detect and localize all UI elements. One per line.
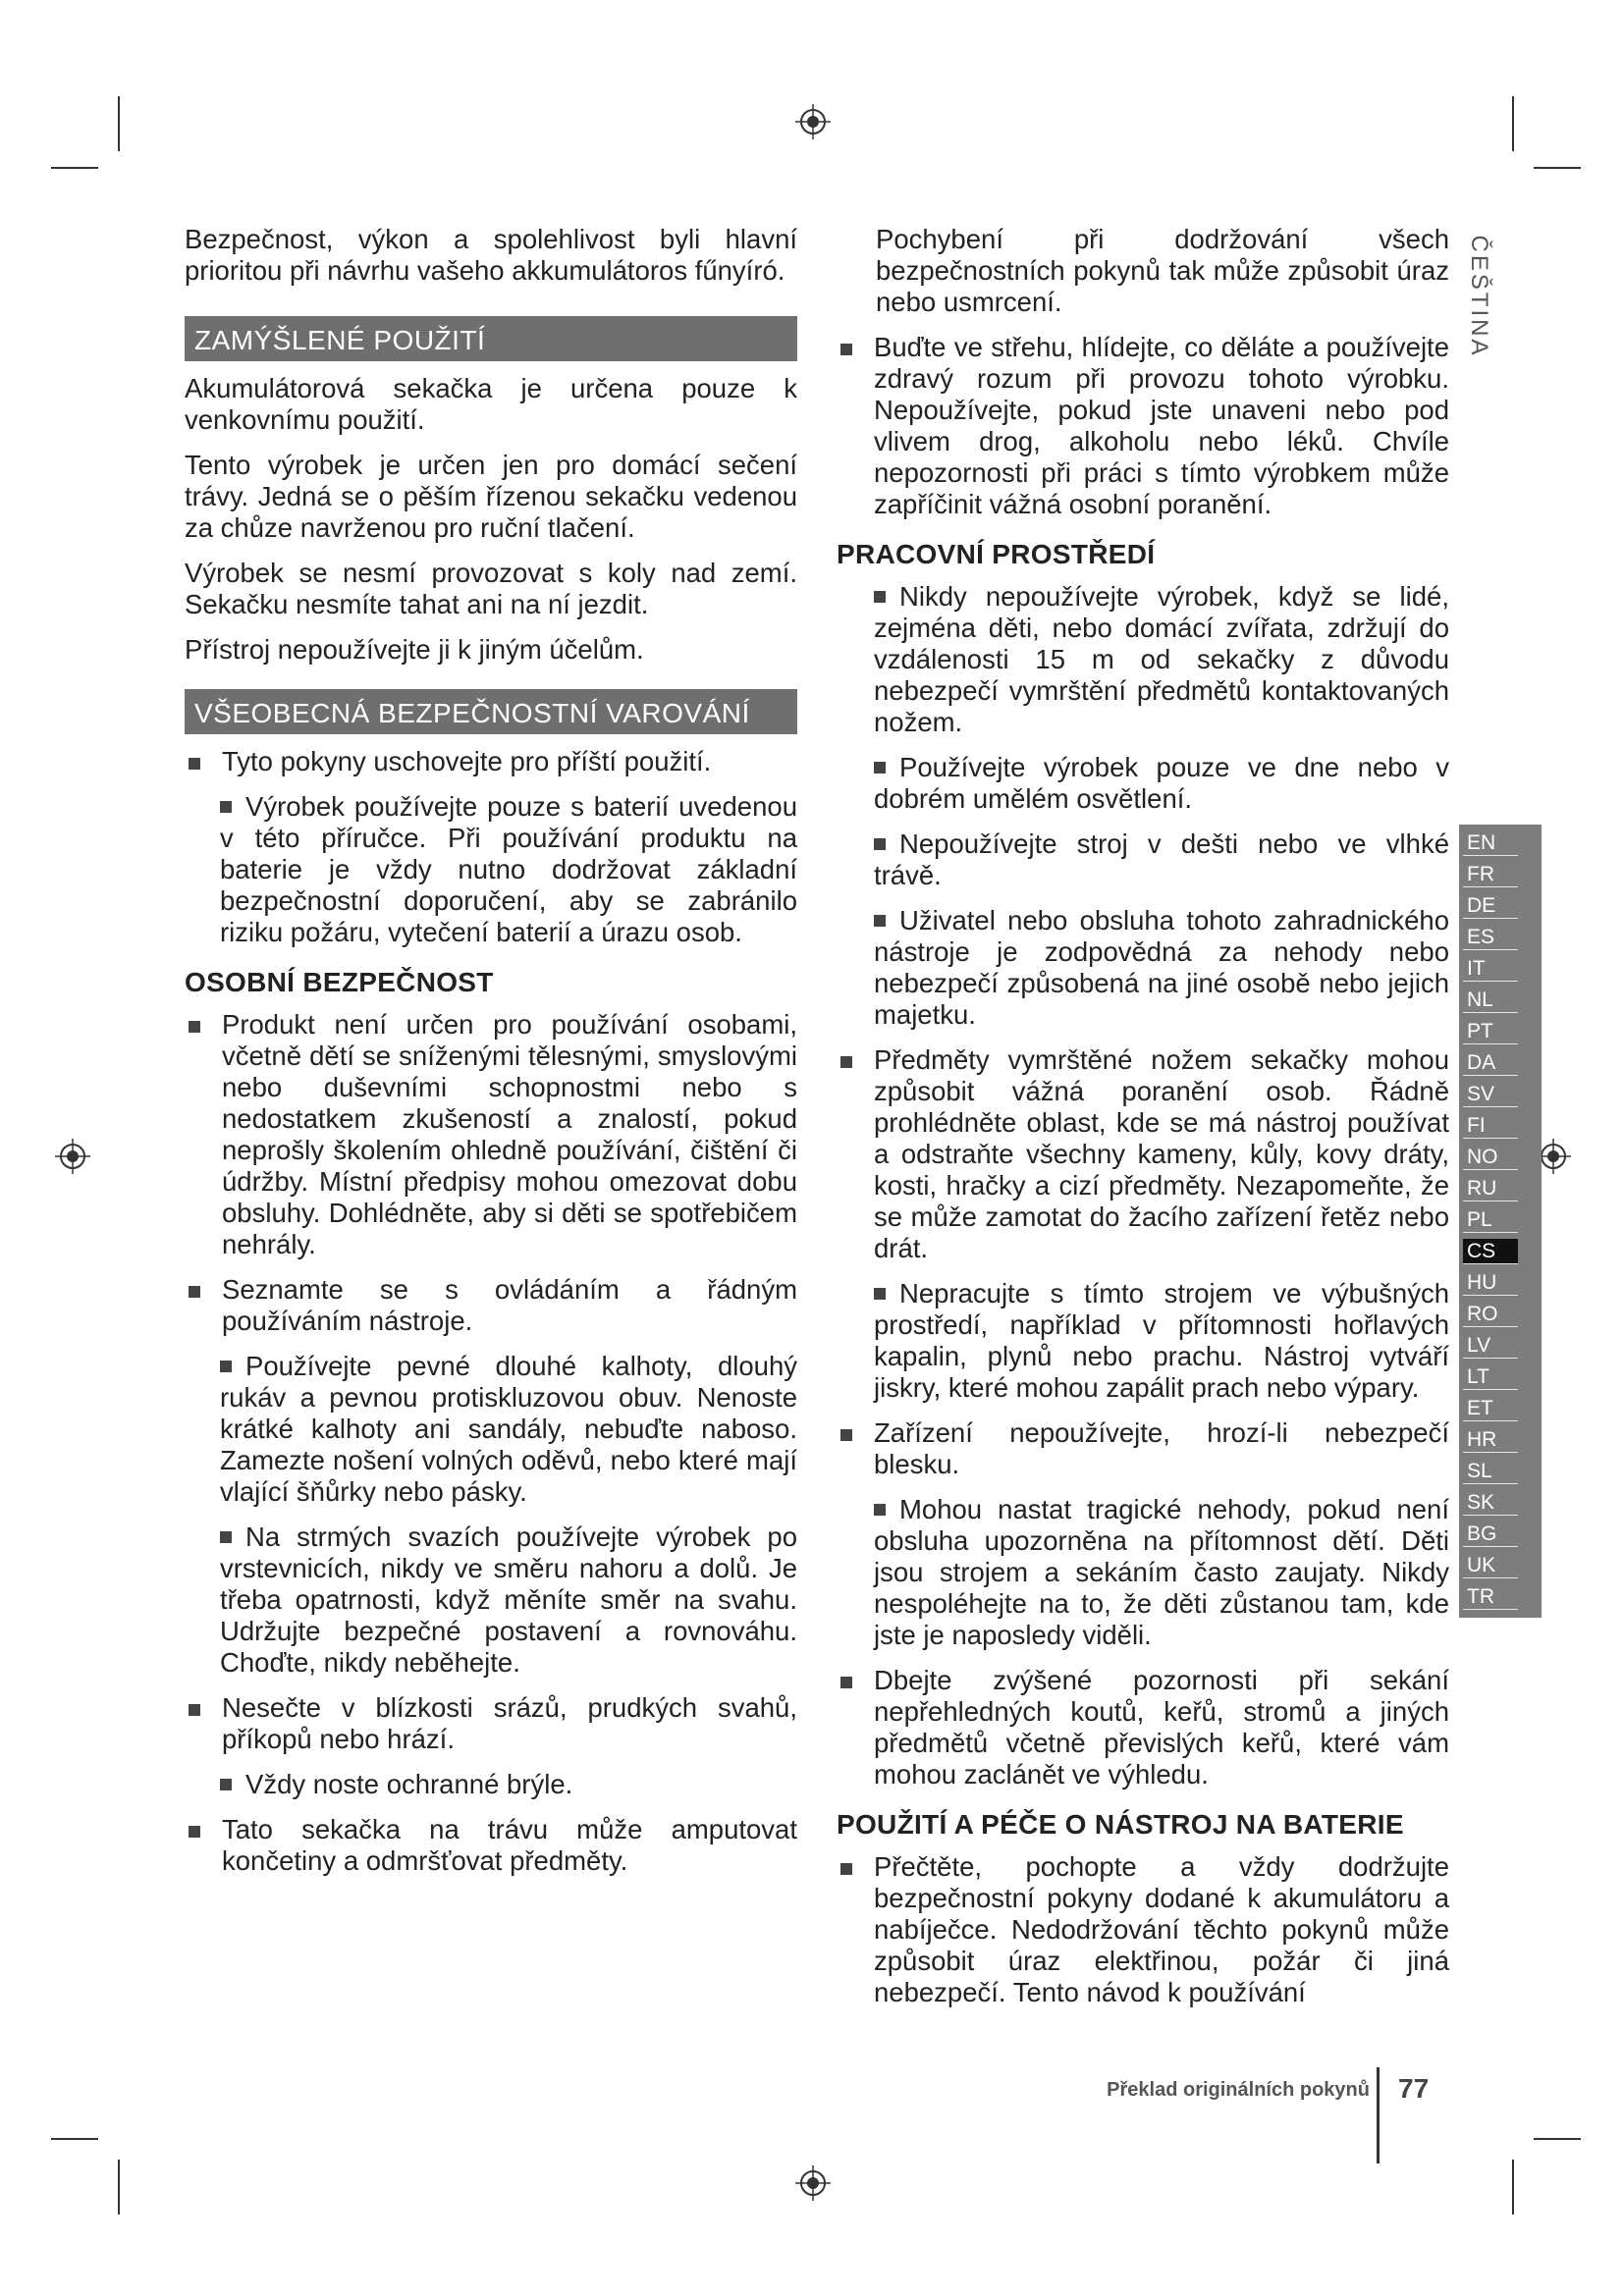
language-tab-fi[interactable]: FI xyxy=(1463,1113,1518,1139)
bullet-icon xyxy=(874,591,886,603)
language-tab-bg[interactable]: BG xyxy=(1463,1522,1518,1547)
page-number: 77 xyxy=(1398,2073,1430,2104)
list-item-text: Nikdy nepoužívejte výrobek, když se lidé, zejména děti, nebo domácí zvířata, zdržují do vzdálenosti 15 m od sekačky z důvodu nebezpečí vymrštění předmětů kontaktovaných nožem. xyxy=(874,581,1449,737)
language-tab-lv[interactable]: LV xyxy=(1463,1333,1518,1359)
list-item xyxy=(220,1769,797,1800)
language-tab-et[interactable]: ET xyxy=(1463,1396,1518,1421)
list-item xyxy=(874,752,1449,815)
list-item xyxy=(874,828,1449,891)
list-item xyxy=(185,746,797,777)
registration-mark-icon xyxy=(793,2163,833,2203)
list-item xyxy=(185,1274,797,1337)
bullet-icon xyxy=(220,1531,232,1543)
side-language-title: ČEŠTINA xyxy=(1466,235,1492,358)
bullet-icon xyxy=(189,1826,200,1838)
language-tab-sl[interactable]: SL xyxy=(1463,1459,1518,1484)
language-tab-da[interactable]: DA xyxy=(1463,1050,1518,1076)
section-heading-battery-tool-use: POUŽITÍ A PÉČE O NÁSTROJ NA BATERIE xyxy=(837,1809,1404,1840)
language-tab-sv[interactable]: SV xyxy=(1463,1082,1518,1107)
language-tab-hu[interactable]: HU xyxy=(1463,1270,1518,1296)
crop-mark xyxy=(51,2138,98,2140)
list-item-text: Seznamte se s ovládáním a řádným používáním nástroje. xyxy=(222,1274,797,1336)
bullet-icon xyxy=(840,1056,852,1068)
language-tab-cs[interactable]: CS xyxy=(1463,1239,1518,1264)
crop-mark xyxy=(1534,2138,1581,2140)
language-tab-tr[interactable]: TR xyxy=(1463,1584,1518,1610)
paragraph: Akumulátorová sekačka je určena pouze k venkovnímu použití. xyxy=(185,373,797,435)
list-item xyxy=(220,791,797,948)
bullet-icon xyxy=(874,1504,886,1516)
left-column xyxy=(185,224,797,1891)
list-item-text: Dbejte zvýšené pozornosti při sekání nepřehledných koutů, keřů, stromů a jiných předmětů včetně převislých keřů, které vám mohou zaclánět ve výhledu. xyxy=(874,1665,1449,1789)
list-item-text: Uživatel nebo obsluha tohoto zahradnického nástroje je zodpovědná za nehody nebo nebezpečí způsobená na jiné osobě nebo jejich majetku. xyxy=(874,905,1449,1030)
bullet-icon xyxy=(189,758,200,770)
bullet-icon xyxy=(874,915,886,927)
registration-mark-icon xyxy=(793,102,833,141)
list-item-text: Zařízení nepoužívejte, hrozí-li nebezpečí blesku. xyxy=(874,1417,1449,1479)
list-item-text: Tato sekačka na trávu může amputovat končetiny a odmršťovat předměty. xyxy=(222,1814,797,1876)
language-tab-it[interactable]: IT xyxy=(1463,956,1518,982)
bullet-icon xyxy=(189,1286,200,1298)
language-tab-ru[interactable]: RU xyxy=(1463,1176,1518,1201)
list-item-text: Nepoužívejte stroj v dešti nebo ve vlhké trávě. xyxy=(874,828,1449,890)
language-tab-de[interactable]: DE xyxy=(1463,893,1518,919)
crop-mark xyxy=(51,167,98,169)
section-heading-work-area: PRACOVNÍ PROSTŘEDÍ xyxy=(837,539,1156,569)
list-item xyxy=(874,1278,1449,1404)
section-heading-personal-safety: OSOBNÍ BEZPEČNOST xyxy=(185,967,494,997)
list-item-text: Vždy noste ochranné brýle. xyxy=(245,1769,573,1799)
bullet-icon xyxy=(220,801,232,813)
list-item xyxy=(185,1692,797,1755)
list-item xyxy=(874,905,1449,1031)
list-item-text: Mohou nastat tragické nehody, pokud není obsluha upozorněna na přítomnost dětí. Děti jsou strojem a sekáním často zaujaty. Nikdy nespoléhejte na to, že děti zůstanou tam, kde jste je naposledy viděli. xyxy=(874,1494,1449,1650)
language-tab-en[interactable]: EN xyxy=(1463,830,1518,856)
list-item xyxy=(220,1522,797,1679)
list-item xyxy=(874,581,1449,738)
language-tab-pl[interactable]: PL xyxy=(1463,1207,1518,1233)
bullet-icon xyxy=(189,1704,200,1716)
bullet-icon xyxy=(874,1288,886,1300)
language-tab-pt[interactable]: PT xyxy=(1463,1019,1518,1044)
language-tab-nl[interactable]: NL xyxy=(1463,988,1518,1013)
list-item xyxy=(837,1851,1449,2008)
right-column xyxy=(837,224,1449,2022)
language-tab-lt[interactable]: LT xyxy=(1463,1364,1518,1390)
list-item-text: Nesečte v blízkosti srázů, prudkých svahů, příkopů nebo hrází. xyxy=(222,1692,797,1754)
language-tab-es[interactable]: ES xyxy=(1463,925,1518,950)
language-tab-ro[interactable]: RO xyxy=(1463,1302,1518,1327)
section-heading-intended-use: ZAMÝŠLENÉ POUŽITÍ xyxy=(185,316,797,361)
bullet-icon xyxy=(874,838,886,850)
section-heading-general-safety: VŠEOBECNÁ BEZPEČNOSTNÍ VAROVÁNÍ xyxy=(185,689,797,734)
language-tab-fr[interactable]: FR xyxy=(1463,862,1518,887)
bullet-icon xyxy=(220,1361,232,1372)
list-item xyxy=(220,1351,797,1508)
bullet-icon xyxy=(189,1021,200,1033)
bullet-icon xyxy=(220,1779,232,1790)
list-item xyxy=(837,1417,1449,1480)
list-item-text: Používejte pevné dlouhé kalhoty, dlouhý rukáv a pevnou protiskluzovou obuv. Nenoste krátké kalhoty ani sandály, nebuďte naboso. Zamezte nošení volných oděvů, nebo které mají vlající šňůrky nebo pásky. xyxy=(220,1351,797,1507)
language-tab-no[interactable]: NO xyxy=(1463,1145,1518,1170)
list-item xyxy=(874,1494,1449,1651)
list-item-text: Tyto pokyny uschovejte pro příští použití. xyxy=(222,746,712,776)
crop-mark xyxy=(1534,167,1581,169)
language-tab-uk[interactable]: UK xyxy=(1463,1553,1518,1578)
list-item-text: Používejte výrobek pouze ve dne nebo v dobrém umělém osvětlení. xyxy=(874,752,1449,814)
bullet-icon xyxy=(874,762,886,774)
list-item-text: Produkt není určen pro používání osobami, včetně dětí se sníženými tělesnými, smyslovými nebo duševními schopnostmi nebo s nedostatkem zkušeností a znalostí, pokud neprošly školením ohledně používání, čištění či údržby. Místní předpisy mohou omezovat dobu obsluhy. Dohlédněte, aby si děti se spotřebičem nehrály. xyxy=(222,1009,797,1259)
crop-mark xyxy=(118,96,120,151)
list-item-text: Buďte ve střehu, hlídejte, co děláte a používejte zdravý rozum při provozu tohoto výrobku. Nepoužívejte, pokud jste unaveni nebo pod vlivem drog, alkoholu nebo léků. Chvíle nepozornosti při práci s tímto výrobkem může zapříčinit vážná osobní poranění. xyxy=(874,332,1449,519)
list-item-text: Na strmých svazích používejte výrobek po vrstevnicích, nikdy ve směru nahoru a dolů. Je třeba opatrnosti, když měníte směr na svahu. Udržujte bezpečné postavení a rovnováhu. Choďte, nikdy neběhejte. xyxy=(220,1522,797,1678)
intro-paragraph: Bezpečnost, výkon a spolehlivost byli hlavní prioritou při návrhu vašeho akkumulátoros fűnyíró. xyxy=(185,224,797,286)
footer-label: Překlad originálních pokynů xyxy=(1107,2079,1370,2101)
list-item-text: Předměty vymrštěné nožem sekačky mohou způsobit vážná poranění osob. Řádně prohlédněte oblast, kde se má nástroj používat a odstraňte všechny kameny, kůly, kovy dráty, kosti, hračky a cizí předměty. Nezapomeňte, že se může zamotat do žacího zařízení řetěz nebo drát. xyxy=(874,1044,1449,1263)
crop-mark xyxy=(1512,2160,1514,2215)
list-item-text: Výrobek používejte pouze s baterií uvedenou v této příručce. Při používání produktu na baterie je vždy nutno dodržovat základní bezpečnostní doporučení, aby se zabránilo riziku požáru, vytečení baterií a úrazu osob. xyxy=(220,791,797,947)
crop-mark xyxy=(1512,96,1514,151)
list-item-text: Přečtěte, pochopte a vždy dodržujte bezpečnostní pokyny dodané k akumulátoru a nabíječce. Nedodržování těchto pokynů může způsobit úraz elektřinou, požár či jiná nebezpečí. Tento návod k používání xyxy=(874,1851,1449,2007)
crop-mark xyxy=(118,2160,120,2215)
bullet-icon xyxy=(840,344,852,355)
language-tab-sk[interactable]: SK xyxy=(1463,1490,1518,1516)
list-item xyxy=(185,1814,797,1877)
bullet-icon xyxy=(840,1863,852,1875)
bullet-icon xyxy=(840,1429,852,1441)
bullet-icon xyxy=(840,1677,852,1688)
list-item xyxy=(837,332,1449,520)
registration-mark-icon xyxy=(53,1137,92,1176)
footer-divider xyxy=(1377,2067,1380,2163)
language-tab-hr[interactable]: HR xyxy=(1463,1427,1518,1453)
list-item xyxy=(185,1009,797,1260)
paragraph: Přístroj nepoužívejte ji k jiným účelům. xyxy=(185,634,644,665)
list-item xyxy=(837,1044,1449,1264)
list-item xyxy=(837,1665,1449,1790)
paragraph: Tento výrobek je určen jen pro domácí sečení trávy. Jedná se o pěším řízenou sekačku vedenou za chůze navrženou pro ruční tlačení. xyxy=(185,450,797,543)
list-item-text: Nepracujte s tímto strojem ve výbušných prostředí, například v přítomnosti hořlavých kapalin, plynů nebo prachu. Nástroj vytváří jiskry, které mohou zapálit prach nebo výpary. xyxy=(874,1278,1449,1403)
continuation-paragraph: Pochybení při dodržování všech bezpečnostních pokynů tak může způsobit úraz nebo usmrcení. xyxy=(876,224,1449,317)
paragraph: Výrobek se nesmí provozovat s koly nad zemí. Sekačku nesmíte tahat ani na ní jezdit. xyxy=(185,558,797,619)
